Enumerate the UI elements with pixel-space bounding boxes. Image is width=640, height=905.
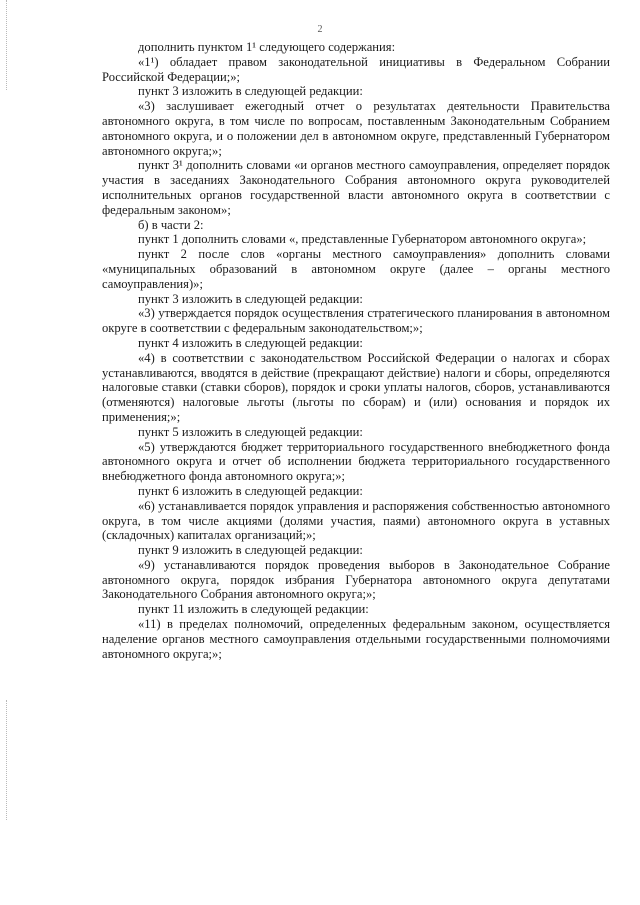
paragraph: пункт 5 изложить в следующей редакции: — [138, 424, 363, 439]
paragraph: пункт 11 изложить в следующей редакции: — [138, 602, 369, 617]
paragraph: пункт 2 после слов «органы местного самоуправления» дополнить словами «муниципальных образований в автономном округе (далее – органы местного самоуправления)»; — [102, 247, 610, 291]
paragraph: «9) устанавливаются порядок проведения выборов в Законодательное Собрание автономного округа, порядок избрания Губернатора автономного округа депутатами Законодательного Собрания автономного округа;»; — [102, 557, 610, 602]
paragraph: «1¹) обладает правом законодательной инициативы в Федеральном Собрании Российской Федерации;»; — [102, 54, 610, 84]
paragraph: б) в части 2: — [138, 217, 204, 232]
paragraph: «6) устанавливается порядок управления и распоряжения собственностью автономного округа, в том числе акциями (долями участия, паями) автономного округа в уставных (складочных) капиталах организаций;»; — [102, 498, 610, 543]
paragraph: пункт 3 изложить в следующей редакции: — [138, 84, 363, 99]
paragraph: «3) заслушивает ежегодный отчет о результатах деятельности Правительства автономного округа, в том числе по вопросам, поставленным Законодательным Собранием автономного округа, и о положении дел в автономном округе, представленный Губернатором автономного округа;»; — [102, 99, 610, 158]
paragraph: пункт 6 изложить в следующей редакции: — [138, 483, 363, 498]
paragraph: дополнить пунктом 1¹ следующего содержания: — [138, 40, 396, 54]
paragraph: «11) в пределах полномочий, определенных федеральным законом, осуществляется наделение органов местного самоуправления отдельными государственными полномочиями автономного округа;»; — [102, 617, 610, 661]
document-body — [102, 40, 610, 661]
paragraph: пункт 3 изложить в следующей редакции: — [138, 291, 363, 306]
paragraph: «3) утверждается порядок осуществления стратегического планирования в автономном округе в соответствии с федеральным законодательством;»; — [102, 306, 610, 336]
paragraph: «4) в соответствии с законодательством Российской Федерации о налогах и сборах устанавливаются, вводятся в действие (прекращают действие) налоги и сборы, определяются налоговые ставки (ставки сборов), порядок и сроки уплаты налогов, сборов, устанавливаются (отменяются) налоговые льготы (льготы по сборам) и (или) основания и порядок их применения;»; — [102, 350, 610, 424]
paragraph: пункт 1 дополнить словами «, представленные Губернатором автономного округа»; — [138, 232, 587, 247]
binding-margin-marks-lower — [6, 700, 8, 820]
page-number: 2 — [317, 24, 323, 35]
paragraph: «5) утверждаются бюджет территориального государственного внебюджетного фонда автономного округа и отчет об исполнении бюджета территориального государственного внебюджетного фонда автономного округа;»; — [102, 439, 610, 484]
binding-margin-marks — [6, 0, 8, 90]
paragraph: пункт 3¹ дополнить словами «и органов местного самоуправления, определяет порядок участия в заседаниях Законодательного Собрания автономного округа руководителей исполнительных органов государственной власти автономного округа в соответствии с федеральным законом»; — [102, 158, 610, 217]
paragraph: пункт 9 изложить в следующей редакции: — [138, 543, 363, 558]
paragraph: пункт 4 изложить в следующей редакции: — [138, 335, 363, 350]
